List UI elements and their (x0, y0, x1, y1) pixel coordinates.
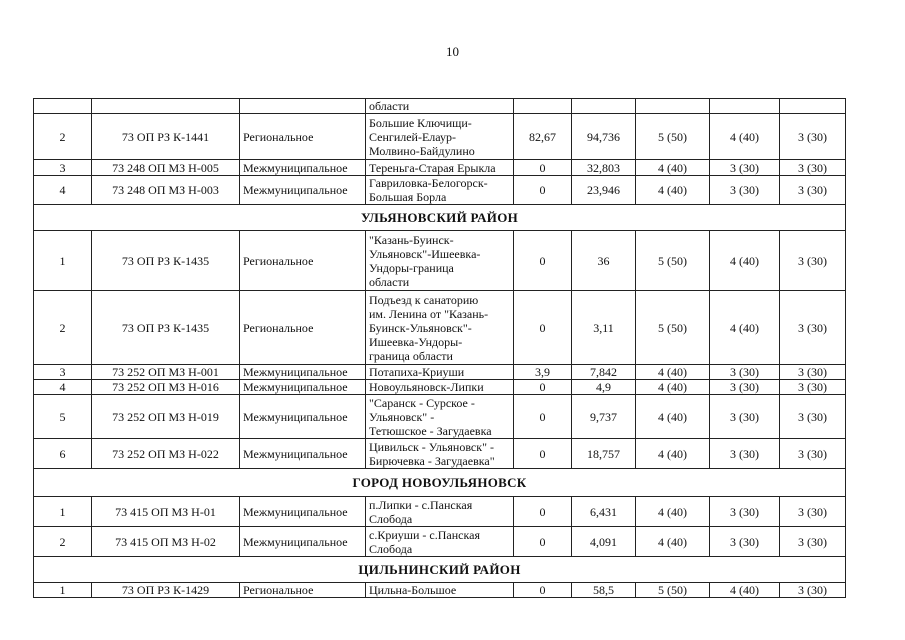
class-2-cell: 3 (30) (710, 439, 780, 469)
class-3-cell: 3 (30) (780, 527, 846, 557)
row-number-cell: 1 (34, 497, 92, 527)
start-km-cell: 0 (514, 291, 572, 365)
class-2-cell: 4 (40) (710, 231, 780, 291)
class-1-cell: 5 (50) (636, 114, 710, 160)
end-km-cell: 4,9 (572, 380, 636, 395)
table-row (34, 114, 846, 160)
class-3-cell: 3 (30) (780, 231, 846, 291)
section-title: УЛЬЯНОВСКИЙ РАЙОН (34, 205, 846, 231)
end-km-cell: 6,431 (572, 497, 636, 527)
start-km-cell: 0 (514, 527, 572, 557)
road-code-cell: 73 ОП РЗ К-1435 (92, 231, 240, 291)
table-row (34, 291, 846, 365)
section-header-row (34, 469, 846, 497)
start-km-cell (514, 99, 572, 114)
row-number-cell: 4 (34, 380, 92, 395)
road-name-cell: области (366, 99, 514, 114)
row-number-cell: 3 (34, 365, 92, 380)
section-title: ЦИЛЬНИНСКИЙ РАЙОН (34, 557, 846, 583)
row-number-cell: 1 (34, 583, 92, 598)
table-row (34, 231, 846, 291)
road-type-cell: Межмуниципальное (240, 176, 366, 205)
class-1-cell: 4 (40) (636, 497, 710, 527)
end-km-cell: 32,803 (572, 160, 636, 176)
road-code-cell: 73 ОП РЗ К-1435 (92, 291, 240, 365)
row-number-cell: 3 (34, 160, 92, 176)
start-km-cell: 0 (514, 380, 572, 395)
table-row (34, 583, 846, 598)
row-number-cell: 2 (34, 527, 92, 557)
class-1-cell: 4 (40) (636, 160, 710, 176)
start-km-cell: 0 (514, 160, 572, 176)
class-3-cell: 3 (30) (780, 176, 846, 205)
start-km-cell: 3,9 (514, 365, 572, 380)
class-2-cell: 4 (40) (710, 291, 780, 365)
road-type-cell (240, 99, 366, 114)
road-code-cell: 73 415 ОП МЗ Н-02 (92, 527, 240, 557)
road-type-cell: Межмуниципальное (240, 160, 366, 176)
class-2-cell: 3 (30) (710, 527, 780, 557)
row-number-cell: 4 (34, 176, 92, 205)
row-number-cell (34, 99, 92, 114)
class-1-cell (636, 99, 710, 114)
page-number: 10 (446, 44, 459, 59)
road-code-cell: 73 248 ОП МЗ Н-005 (92, 160, 240, 176)
road-code-cell: 73 ОП РЗ К-1429 (92, 583, 240, 598)
class-3-cell (780, 99, 846, 114)
end-km-cell: 9,737 (572, 395, 636, 439)
end-km-cell (572, 99, 636, 114)
road-code-cell: 73 415 ОП МЗ Н-01 (92, 497, 240, 527)
class-1-cell: 4 (40) (636, 176, 710, 205)
row-number-cell: 1 (34, 231, 92, 291)
class-1-cell: 4 (40) (636, 380, 710, 395)
road-type-cell: Межмуниципальное (240, 365, 366, 380)
start-km-cell: 0 (514, 176, 572, 205)
road-name-cell: Новоульяновск-Липки (366, 380, 514, 395)
road-type-cell: Региональное (240, 583, 366, 598)
road-type-cell: Межмуниципальное (240, 497, 366, 527)
start-km-cell: 0 (514, 583, 572, 598)
road-name-cell: п.Липки - с.Панская Слобода (366, 497, 514, 527)
class-3-cell: 3 (30) (780, 497, 846, 527)
road-name-cell: с.Криуши - с.Панская Слобода (366, 527, 514, 557)
class-2-cell: 3 (30) (710, 365, 780, 380)
end-km-cell: 3,11 (572, 291, 636, 365)
class-2-cell: 3 (30) (710, 380, 780, 395)
road-name-cell: Цивильск - Ульяновск" - Бирючевка - Загудаевка" (366, 439, 514, 469)
class-3-cell: 3 (30) (780, 380, 846, 395)
table-body (34, 99, 846, 598)
start-km-cell: 0 (514, 497, 572, 527)
end-km-cell: 94,736 (572, 114, 636, 160)
road-code-cell: 73 248 ОП МЗ Н-003 (92, 176, 240, 205)
row-number-cell: 2 (34, 114, 92, 160)
class-1-cell: 4 (40) (636, 365, 710, 380)
start-km-cell: 0 (514, 231, 572, 291)
road-name-cell: Тереньга-Старая Ерыкла (366, 160, 514, 176)
road-name-cell: "Казань-Буинск- Ульяновск"-Ишеевка- Ундоры-граница области (366, 231, 514, 291)
start-km-cell: 0 (514, 439, 572, 469)
start-km-cell: 82,67 (514, 114, 572, 160)
table-row (34, 380, 846, 395)
section-header-row (34, 205, 846, 231)
table-row (34, 395, 846, 439)
road-type-cell: Межмуниципальное (240, 395, 366, 439)
road-code-cell: 73 252 ОП МЗ Н-019 (92, 395, 240, 439)
class-1-cell: 5 (50) (636, 583, 710, 598)
end-km-cell: 18,757 (572, 439, 636, 469)
row-number-cell: 2 (34, 291, 92, 365)
road-type-cell: Региональное (240, 291, 366, 365)
class-2-cell: 4 (40) (710, 583, 780, 598)
table-row (34, 160, 846, 176)
table-row (34, 439, 846, 469)
end-km-cell: 7,842 (572, 365, 636, 380)
class-2-cell: 4 (40) (710, 114, 780, 160)
road-code-cell: 73 252 ОП МЗ Н-022 (92, 439, 240, 469)
road-type-cell: Межмуниципальное (240, 380, 366, 395)
class-2-cell (710, 99, 780, 114)
road-name-cell: Потапиха-Криуши (366, 365, 514, 380)
end-km-cell: 4,091 (572, 527, 636, 557)
class-3-cell: 3 (30) (780, 439, 846, 469)
road-name-cell: Большие Ключищи- Сенгилей-Елаур- Молвино-Байдулино (366, 114, 514, 160)
class-3-cell: 3 (30) (780, 395, 846, 439)
class-3-cell: 3 (30) (780, 291, 846, 365)
table-row (34, 176, 846, 205)
section-title: ГОРОД НОВОУЛЬЯНОВСК (34, 469, 846, 497)
road-name-cell: "Саранск - Сурское - Ульяновск" - Тетюшское - Загудаевка (366, 395, 514, 439)
class-1-cell: 4 (40) (636, 527, 710, 557)
road-name-cell: Гавриловка-Белогорск- Большая Борла (366, 176, 514, 205)
road-code-cell (92, 99, 240, 114)
class-3-cell: 3 (30) (780, 114, 846, 160)
class-1-cell: 5 (50) (636, 231, 710, 291)
table-row (34, 497, 846, 527)
class-2-cell: 3 (30) (710, 176, 780, 205)
class-2-cell: 3 (30) (710, 160, 780, 176)
roads-table (33, 98, 846, 598)
class-2-cell: 3 (30) (710, 497, 780, 527)
row-number-cell: 5 (34, 395, 92, 439)
class-1-cell: 5 (50) (636, 291, 710, 365)
table-row (34, 365, 846, 380)
road-type-cell: Межмуниципальное (240, 527, 366, 557)
road-type-cell: Региональное (240, 231, 366, 291)
class-1-cell: 4 (40) (636, 395, 710, 439)
road-type-cell: Межмуниципальное (240, 439, 366, 469)
table-row (34, 527, 846, 557)
class-3-cell: 3 (30) (780, 160, 846, 176)
row-number-cell: 6 (34, 439, 92, 469)
road-code-cell: 73 252 ОП МЗ Н-001 (92, 365, 240, 380)
road-name-cell: Подъезд к санаторию им. Ленина от "Казань- Буинск-Ульяновск"- Ишеевка-Ундоры- граница области (366, 291, 514, 365)
end-km-cell: 23,946 (572, 176, 636, 205)
class-1-cell: 4 (40) (636, 439, 710, 469)
start-km-cell: 0 (514, 395, 572, 439)
end-km-cell: 36 (572, 231, 636, 291)
section-header-row (34, 557, 846, 583)
class-3-cell: 3 (30) (780, 365, 846, 380)
table-row (34, 99, 846, 114)
class-2-cell: 3 (30) (710, 395, 780, 439)
road-code-cell: 73 252 ОП МЗ Н-016 (92, 380, 240, 395)
end-km-cell: 58,5 (572, 583, 636, 598)
road-name-cell: Цильна-Большое (366, 583, 514, 598)
road-code-cell: 73 ОП РЗ К-1441 (92, 114, 240, 160)
class-3-cell: 3 (30) (780, 583, 846, 598)
road-type-cell: Региональное (240, 114, 366, 160)
